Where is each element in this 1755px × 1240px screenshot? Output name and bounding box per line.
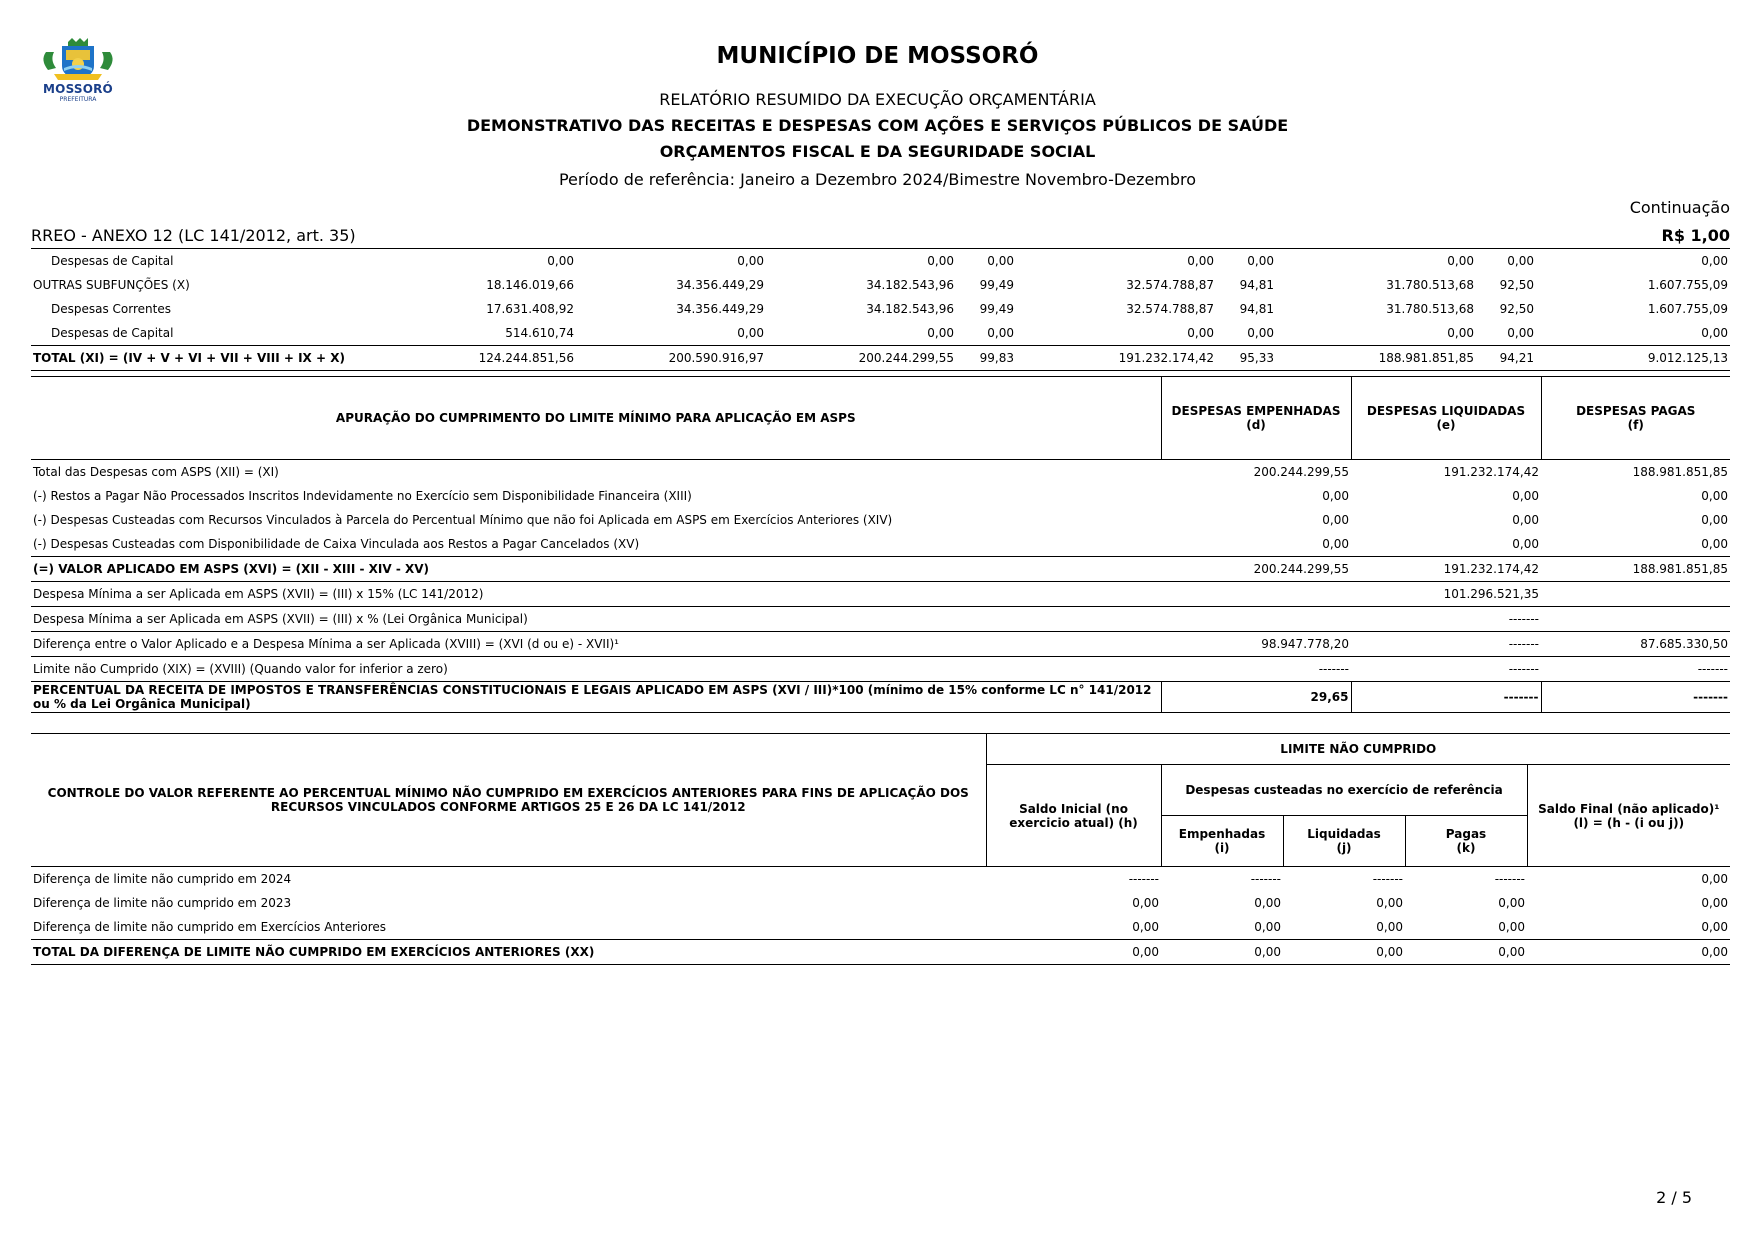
row-label: Diferença de limite não cumprido em 2023 — [33, 896, 292, 910]
expenses-table — [31, 248, 1730, 371]
header-despesas-pagas-code: (f) — [1627, 418, 1644, 432]
header-despesas-pagas — [1541, 377, 1730, 460]
asps-header-label: APURAÇÃO DO CUMPRIMENTO DO LIMITE MÍNIMO PARA APLICAÇÃO EM ASPS — [31, 377, 1161, 460]
row-label: Diferença de limite não cumprido em 2024 — [33, 872, 292, 886]
row-value: 0,00 — [1322, 537, 1349, 551]
row-value: 0,00 — [1447, 254, 1474, 268]
page-title: MUNICÍPIO DE MOSSORÓ — [716, 43, 1039, 69]
row-value: 0,00 — [1247, 326, 1274, 340]
row-value: 124.244.851,56 — [421, 346, 576, 371]
header-limite-nao-cumprido: LIMITE NÃO CUMPRIDO — [986, 734, 1730, 765]
row-value: 0,00 — [1376, 896, 1403, 910]
row-label: Diferença entre o Valor Aplicado e a Despesa Mínima a ser Aplicada (XVIII) = (XVI (d ou e) - XVII)¹ — [31, 632, 1161, 657]
row-label: Total das Despesas com ASPS (XII) = (XI) — [33, 465, 279, 479]
row-value: 99,49 — [979, 302, 1014, 316]
row-value: 0,00 — [927, 326, 954, 340]
row-value: 34.182.543,96 — [866, 278, 954, 292]
row-value: ------- — [1161, 657, 1351, 682]
row-value: 0,00 — [1187, 254, 1214, 268]
table-row — [31, 582, 1730, 607]
row-value: 0,00 — [1498, 920, 1525, 934]
asps-percentage-row — [31, 682, 1730, 713]
row-value: 31.780.513,68 — [1386, 278, 1474, 292]
row-value: 188.981.851,85 — [1541, 557, 1730, 582]
table-row — [31, 915, 1730, 940]
row-value: 99,49 — [979, 278, 1014, 292]
row-label: Despesas Correntes — [51, 302, 171, 316]
row-value: 0,00 — [1322, 513, 1349, 527]
row-label: (-) Despesas Custeadas com Recursos Vinculados à Parcela do Percentual Mínimo que não foi Aplicada em ASPS em Exercícios Anteriores (XIV) — [33, 513, 893, 527]
reference-period: Período de referência: Janeiro a Dezembro 2024/Bimestre Novembro-Dezembro — [558, 170, 1197, 189]
row-value: 188.981.851,85 — [1632, 465, 1728, 479]
header-liquidadas-title: Liquidadas — [1307, 827, 1381, 841]
row-value: 32.574.788,87 — [1126, 278, 1214, 292]
logo-subtitle: PREFEITURA — [59, 96, 97, 103]
row-value: 101.296.521,35 — [1351, 582, 1541, 607]
row-value: 92,50 — [1499, 278, 1534, 292]
row-value: 34.356.449,29 — [676, 278, 764, 292]
row-value: 34.182.543,96 — [866, 302, 954, 316]
row-value: ------- — [1372, 872, 1403, 886]
row-value: 0,00 — [1498, 896, 1525, 910]
row-value: 0,00 — [1527, 940, 1730, 965]
header-despesas-liquidadas-code: (e) — [1436, 418, 1456, 432]
table-row — [31, 940, 1730, 965]
row-value — [1161, 582, 1351, 607]
row-value: 98.947.778,20 — [1161, 632, 1351, 657]
row-value: 191.232.174,42 — [1016, 346, 1216, 371]
row-value: 32.574.788,87 — [1126, 302, 1214, 316]
row-value: 0,00 — [1701, 254, 1728, 268]
table-row — [31, 249, 1730, 274]
header-saldo-final-formula: (l) = (h - (i ou j)) — [1573, 815, 1685, 830]
row-value: ------- — [1351, 607, 1541, 632]
report-scope: ORÇAMENTOS FISCAL E DA SEGURIDADE SOCIAL — [659, 142, 1096, 161]
header-despesas-empenhadas: DESPESAS EMPENHADAS (d) — [1161, 377, 1351, 460]
row-value: 188.981.851,85 — [1276, 346, 1476, 371]
row-value: 0,00 — [737, 254, 764, 268]
header-liquidadas-code: (j) — [1336, 841, 1352, 855]
row-value: 200.244.299,55 — [1161, 557, 1351, 582]
report-name: RELATÓRIO RESUMIDO DA EXECUÇÃO ORÇAMENTÁRIA — [659, 90, 1096, 109]
row-label: (=) VALOR APLICADO EM ASPS (XVI) = (XII - XIII - XIV - XV) — [31, 557, 1161, 582]
row-value: 0,00 — [547, 254, 574, 268]
continuation-label: Continuação — [1629, 198, 1730, 217]
header-pagas-title: Pagas — [1445, 827, 1487, 841]
table-row — [31, 632, 1730, 657]
row-value: 34.356.449,29 — [676, 302, 764, 316]
row-value: 0,00 — [1254, 896, 1281, 910]
asps-percentage-f: ------- — [1541, 682, 1730, 713]
table-row — [31, 484, 1730, 508]
header-despesas-liquidadas-title: DESPESAS LIQUIDADAS — [1366, 404, 1526, 418]
header-saldo-final — [1527, 765, 1730, 867]
row-value: 0,00 — [1187, 326, 1214, 340]
table-row — [31, 657, 1730, 682]
row-value: 0,00 — [927, 254, 954, 268]
row-value: 200.590.916,97 — [576, 346, 766, 371]
row-value: 0,00 — [987, 254, 1014, 268]
row-value: ------- — [1351, 657, 1541, 682]
table-row — [31, 508, 1730, 532]
annex-label: RREO - ANEXO 12 (LC 141/2012, art. 35) — [31, 226, 356, 245]
table-row — [31, 321, 1730, 346]
row-value: 99,83 — [956, 346, 1016, 371]
row-value: 1.607.755,09 — [1647, 278, 1728, 292]
row-value: 9.012.125,13 — [1536, 346, 1730, 371]
row-value: ------- — [1351, 632, 1541, 657]
row-label: Despesa Mínima a ser Aplicada em ASPS (XVII) = (III) x % (Lei Orgânica Municipal) — [31, 607, 1161, 632]
row-value: 0,00 — [1283, 940, 1405, 965]
row-label: Diferença de limite não cumprido em Exercícios Anteriores — [33, 920, 387, 934]
row-value: 0,00 — [1161, 940, 1283, 965]
table-row — [31, 557, 1730, 582]
row-value: 0,00 — [1447, 326, 1474, 340]
row-value: 0,00 — [1512, 537, 1539, 551]
table-row — [31, 297, 1730, 321]
report-subtitle: DEMONSTRATIVO DAS RECEITAS E DESPESAS COM AÇÕES E SERVIÇOS PÚBLICOS DE SAÚDE — [466, 116, 1289, 135]
row-label: OUTRAS SUBFUNÇÕES (X) — [33, 278, 190, 292]
row-value: 514.610,74 — [505, 326, 574, 340]
row-value: 0,00 — [986, 940, 1161, 965]
row-value: 0,00 — [1132, 896, 1159, 910]
row-value — [1161, 607, 1351, 632]
row-value: 0,00 — [1701, 326, 1728, 340]
row-label: Despesas de Capital — [51, 326, 174, 340]
row-value: 1.607.755,09 — [1647, 302, 1728, 316]
header-saldo-final-title: Saldo Final (não aplicado)¹ — [1538, 801, 1720, 816]
table-row — [31, 460, 1730, 485]
row-label: Despesa Mínima a ser Aplicada em ASPS (XVII) = (III) x 15% (LC 141/2012) — [31, 582, 1161, 607]
row-value: 0,00 — [1507, 326, 1534, 340]
table-row — [31, 891, 1730, 915]
row-value: 200.244.299,55 — [766, 346, 956, 371]
header-pagas — [1405, 816, 1527, 867]
logo-name: MOSSORÓ — [43, 82, 113, 96]
row-value: 94,81 — [1239, 278, 1274, 292]
row-value: 17.631.408,92 — [486, 302, 574, 316]
asps-percentage-label: PERCENTUAL DA RECEITA DE IMPOSTOS E TRANSFERÊNCIAS CONSTITUCIONAIS E LEGAIS APLICADO EM ASPS (XVI / III)*100 (mínimo de 15% conforme LC n° 141/2012 ou % da Lei Orgânica Municipal) — [31, 682, 1161, 713]
header-saldo-inicial: Saldo Inicial (no exercicio atual) (h) — [986, 765, 1161, 867]
row-value: 0,00 — [1376, 920, 1403, 934]
asps-percentage-e: ------- — [1351, 682, 1541, 713]
row-value: 31.780.513,68 — [1386, 302, 1474, 316]
asps-table-header — [31, 377, 1730, 460]
header-despesas-pagas-title: DESPESAS PAGAS — [1576, 404, 1696, 418]
row-value: 0,00 — [1701, 489, 1728, 503]
row-value: 94,81 — [1239, 302, 1274, 316]
row-label: (-) Despesas Custeadas com Disponibilidade de Caixa Vinculada aos Restos a Pagar Cancelados (XV) — [33, 537, 640, 551]
row-value: 0,00 — [1247, 254, 1274, 268]
control-header-label: CONTROLE DO VALOR REFERENTE AO PERCENTUAL MÍNIMO NÃO CUMPRIDO EM EXERCÍCIOS ANTERIORES PARA FINS DE APLICAÇÃO DOS RECURSOS VINCULADOS CONFORME ARTIGOS 25 E 26 DA LC 141/2012 — [31, 734, 986, 867]
row-label: (-) Restos a Pagar Não Processados Inscritos Indevidamente no Exercício sem Disponibilidade Financeira (XIII) — [33, 489, 692, 503]
table-row — [31, 867, 1730, 892]
row-value — [1541, 582, 1730, 607]
header-empenhadas-title: Empenhadas — [1178, 827, 1266, 841]
asps-percentage-value: 29,65 — [1161, 682, 1351, 713]
row-value: 0,00 — [987, 326, 1014, 340]
row-label: TOTAL DA DIFERENÇA DE LIMITE NÃO CUMPRIDO EM EXERCÍCIOS ANTERIORES (XX) — [31, 940, 986, 965]
row-value: 18.146.019,66 — [486, 278, 574, 292]
row-value: 0,00 — [1701, 896, 1729, 910]
row-value: 87.685.330,50 — [1541, 632, 1730, 657]
row-value: 0,00 — [1254, 920, 1281, 934]
row-value: 0,00 — [1701, 513, 1728, 527]
row-value: 0,00 — [1507, 254, 1534, 268]
table-row — [31, 532, 1730, 557]
unmet-limit-control-table — [31, 733, 1730, 965]
row-label: TOTAL (XI) = (IV + V + VI + VII + VIII + IX + X) — [31, 346, 421, 371]
row-value: 95,33 — [1216, 346, 1276, 371]
control-header-row-1 — [31, 734, 1730, 765]
page-number: 2 / 5 — [1656, 1188, 1692, 1207]
header-empenhadas-code: (i) — [1214, 841, 1230, 855]
row-label: Despesas de Capital — [51, 254, 174, 268]
header-pagas-code: (k) — [1456, 841, 1476, 855]
header-liquidadas — [1283, 816, 1405, 867]
row-value: 0,00 — [1701, 537, 1728, 551]
row-value: 0,00 — [1132, 920, 1159, 934]
row-value: 0,00 — [1701, 872, 1729, 886]
row-value: 0,00 — [737, 326, 764, 340]
table-row — [31, 346, 1730, 371]
table-row — [31, 273, 1730, 297]
row-value: 0,00 — [1322, 489, 1349, 503]
row-value: 191.232.174,42 — [1443, 465, 1539, 479]
row-value: 200.244.299,55 — [1253, 465, 1349, 479]
header-despesas-liquidadas — [1351, 377, 1541, 460]
row-value: ------- — [1250, 872, 1281, 886]
row-value: ------- — [1128, 872, 1159, 886]
row-value: 191.232.174,42 — [1351, 557, 1541, 582]
currency-unit: R$ 1,00 — [1661, 226, 1730, 245]
row-value: 92,50 — [1499, 302, 1534, 316]
row-value: 0,00 — [1512, 489, 1539, 503]
row-value: 0,00 — [1512, 513, 1539, 527]
header-despesas-custeadas: Despesas custeadas no exercício de referência — [1161, 765, 1527, 816]
row-value: 0,00 — [1405, 940, 1527, 965]
asps-minimum-limit-table — [31, 376, 1730, 713]
row-value: ------- — [1541, 657, 1730, 682]
row-value: 0,00 — [1701, 920, 1729, 934]
header-empenhadas — [1161, 816, 1283, 867]
row-value: ------- — [1494, 872, 1525, 886]
table-row — [31, 607, 1730, 632]
row-value — [1541, 607, 1730, 632]
row-value: 94,21 — [1476, 346, 1536, 371]
row-label: Limite não Cumprido (XIX) = (XVIII) (Quando valor for inferior a zero) — [31, 657, 1161, 682]
